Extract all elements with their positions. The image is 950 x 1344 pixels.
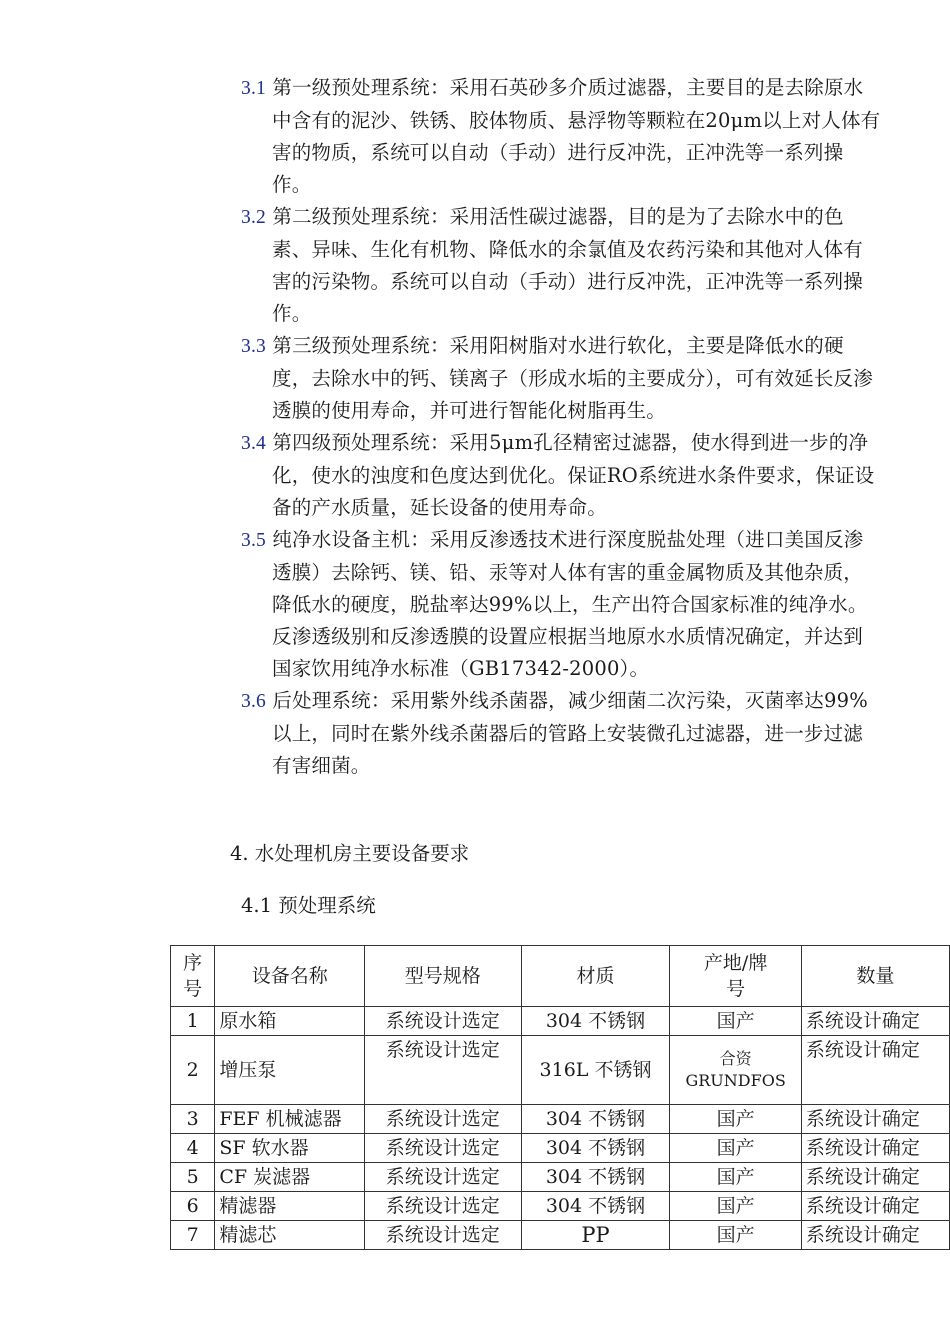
cell-name: SF 软水器 — [215, 1134, 365, 1163]
cell-quantity: 系统设计确定 — [801, 1221, 949, 1250]
header-name: 设备名称 — [215, 946, 365, 1007]
cell-index: 3 — [171, 1105, 215, 1134]
cell-quantity: 系统设计确定 — [801, 1163, 949, 1192]
cell-model: 系统设计选定 — [365, 1036, 522, 1105]
heading-section-4-1: 4.1 预处理系统 — [241, 894, 376, 917]
section-number: 3.4 — [241, 433, 266, 454]
cell-index: 4 — [171, 1134, 215, 1163]
section-3-4 — [241, 427, 881, 524]
section-text: 后处理系统：采用紫外线杀菌器，减少细菌二次污染，灭菌率达99%以上，同时在紫外线杀菌器后的管路上安装微孔过滤器，进一步过滤有害细菌。 — [265, 689, 868, 777]
cell-material: 304 不锈钢 — [521, 1007, 670, 1036]
header-index: 序号 — [171, 946, 215, 1007]
section-number: 3.3 — [241, 336, 266, 357]
cell-name: 增压泵 — [215, 1036, 365, 1105]
cell-name: 精滤器 — [215, 1192, 365, 1221]
cell-origin: 国产 — [670, 1163, 801, 1192]
section-number: 3.6 — [241, 691, 266, 712]
section-3-1 — [241, 72, 881, 201]
cell-model: 系统设计选定 — [365, 1134, 522, 1163]
section-text: 第四级预处理系统：采用5μm孔径精密过滤器，使水得到进一步的净化，使水的浊度和色度达到优化。保证RO系统进水条件要求，保证设备的产水质量，延长设备的使用寿命。 — [265, 431, 875, 519]
table-row — [171, 1134, 950, 1163]
cell-material: PP — [521, 1221, 670, 1250]
cell-quantity: 系统设计确定 — [801, 1192, 949, 1221]
section-3-list — [241, 72, 881, 782]
header-material: 材质 — [521, 946, 670, 1007]
cell-model: 系统设计选定 — [365, 1007, 522, 1036]
cell-name: FEF 机械滤器 — [215, 1105, 365, 1134]
cell-origin: 国产 — [670, 1221, 801, 1250]
cell-material: 304 不锈钢 — [521, 1134, 670, 1163]
cell-quantity: 系统设计确定 — [801, 1036, 949, 1105]
cell-model: 系统设计选定 — [365, 1221, 522, 1250]
section-text: 第二级预处理系统：采用活性碳过滤器，目的是为了去除水中的色素、异味、生化有机物、降低水的余氯值及农药污染和其他对人体有害的污染物。系统可以自动（手动）进行反冲洗，正冲洗等一系列操作。 — [265, 205, 864, 325]
cell-material: 304 不锈钢 — [521, 1105, 670, 1134]
cell-name: 精滤芯 — [215, 1221, 365, 1250]
section-3-2 — [241, 201, 881, 330]
section-number: 3.5 — [241, 530, 266, 551]
cell-origin: 国产 — [670, 1105, 801, 1134]
cell-index: 2 — [171, 1036, 215, 1105]
section-number: 3.2 — [241, 207, 266, 228]
cell-index: 6 — [171, 1192, 215, 1221]
cell-origin: 国产 — [670, 1192, 801, 1221]
cell-material: 316L 不锈钢 — [521, 1036, 670, 1105]
header-origin: 产地/牌号 — [670, 946, 801, 1007]
section-text: 纯净水设备主机：采用反渗透技术进行深度脱盐处理（进口美国反渗透膜）去除钙、镁、铅、汞等对人体有害的重金属物质及其他杂质，降低水的硬度，脱盐率达99%以上，生产出符合国家标准的纯净水。反渗透级别和反渗透膜的设置应根据当地原水水质情况确定，并达到国家饮用纯净水标准（GB17342-2000）。 — [265, 528, 868, 680]
section-3-3 — [241, 330, 881, 427]
header-model: 型号规格 — [365, 946, 522, 1007]
section-3-6 — [241, 685, 881, 782]
cell-quantity: 系统设计确定 — [801, 1007, 949, 1036]
table-header-row — [171, 946, 950, 1007]
cell-model: 系统设计选定 — [365, 1192, 522, 1221]
table-row — [171, 1221, 950, 1250]
header-quantity: 数量 — [801, 946, 949, 1007]
cell-model: 系统设计选定 — [365, 1105, 522, 1134]
section-3-5 — [241, 524, 881, 685]
section-text: 第三级预处理系统：采用阳树脂对水进行软化，主要是降低水的硬度，去除水中的钙、镁离子（形成水垢的主要成分），可有效延长反渗透膜的使用寿命，并可进行智能化树脂再生。 — [265, 334, 873, 422]
table-row — [171, 1105, 950, 1134]
cell-index: 5 — [171, 1163, 215, 1192]
cell-index: 1 — [171, 1007, 215, 1036]
table-row — [171, 1036, 950, 1105]
cell-quantity: 系统设计确定 — [801, 1134, 949, 1163]
cell-model: 系统设计选定 — [365, 1163, 522, 1192]
cell-origin: 合资 GRUNDFOS — [670, 1036, 801, 1105]
cell-index: 7 — [171, 1221, 215, 1250]
section-number: 3.1 — [241, 78, 266, 99]
section-text: 第一级预处理系统：采用石英砂多介质过滤器，主要目的是去除原水中含有的泥沙、铁锈、胶体物质、悬浮物等颗粒在20μm以上对人体有害的物质，系统可以自动（手动）进行反冲洗，正冲洗等一系列操作。 — [265, 76, 881, 196]
equipment-table — [170, 945, 950, 1250]
cell-quantity: 系统设计确定 — [801, 1105, 949, 1134]
cell-material: 304 不锈钢 — [521, 1163, 670, 1192]
cell-name: 原水箱 — [215, 1007, 365, 1036]
table-row — [171, 1192, 950, 1221]
cell-origin: 国产 — [670, 1007, 801, 1036]
cell-origin: 国产 — [670, 1134, 801, 1163]
cell-material: 304 不锈钢 — [521, 1192, 670, 1221]
cell-name: CF 炭滤器 — [215, 1163, 365, 1192]
table-row — [171, 1007, 950, 1036]
table-row — [171, 1163, 950, 1192]
heading-section-4: 4. 水处理机房主要设备要求 — [230, 842, 470, 865]
